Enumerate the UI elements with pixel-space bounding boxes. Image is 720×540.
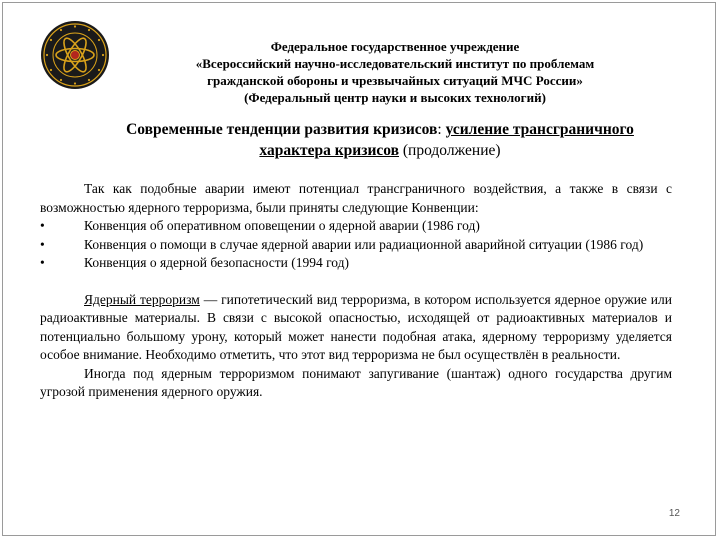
header-line-3: гражданской обороны и чрезвычайных ситуаций МЧС России» — [207, 73, 583, 88]
title-colon: : — [437, 121, 446, 138]
intro-paragraph: Так как подобные аварии имеют потенциал трансграничного воздействия, а также в связи с возможностью ядерного терроризма, были приняты следующие Конвенции: — [40, 181, 672, 215]
list-item — [40, 217, 672, 236]
bullet-mark: • — [40, 255, 45, 270]
convention-item: Конвенция об оперативном оповещении о ядерной аварии (1986 год) — [84, 218, 480, 233]
title-part-2: усиление трансграничного — [445, 121, 634, 138]
definition-paragraph — [40, 291, 672, 365]
emchs-atom-emblem-icon — [40, 20, 110, 90]
convention-item: Конвенция о помощи в случае ядерной аварии или радиационной аварийной ситуации (1986 год) — [84, 236, 644, 252]
slide-title — [80, 119, 680, 161]
closing-paragraph: Иногда под ядерным терроризмом понимают запугивание (шантаж) одного государства другим угрозой применения ядерного оружия. — [40, 365, 672, 399]
institution-header — [130, 38, 660, 106]
organization-logo — [40, 20, 110, 90]
body-text — [40, 180, 672, 402]
page-number: 12 — [668, 508, 680, 519]
title-part-4: (продолжение) — [399, 142, 501, 159]
convention-item: Конвенция о ядерной безопасности (1994 год) — [84, 255, 350, 270]
defined-term: Ядерный терроризм — [84, 291, 200, 307]
definition-text: — гипотетический вид терроризма, в котором используется ядерное оружие или радиоактивные материалы. В связи с высокой опасностью, исходящей от радиоактивных материалов и потенциально большому урону, который может нанести подобная атака, ядерному терроризму уделяется особое внимание. Необходимо отметить, что этот вид терроризма не был осуществлён в реальности. — [40, 291, 672, 362]
title-part-3: характера кризисов — [259, 142, 399, 159]
title-part-1: Современные тенденции развития кризисов — [126, 121, 438, 138]
bullet-mark: • — [40, 236, 45, 252]
list-item — [40, 254, 672, 273]
bullet-mark: • — [40, 218, 45, 233]
header-line-4: (Федеральный центр науки и высоких технологий) — [244, 90, 546, 105]
header-line-1: Федеральное государственное учреждение — [270, 39, 520, 54]
header-line-2: «Всероссийский научно-исследовательский институт по проблемам — [195, 56, 595, 71]
list-item — [40, 236, 672, 255]
